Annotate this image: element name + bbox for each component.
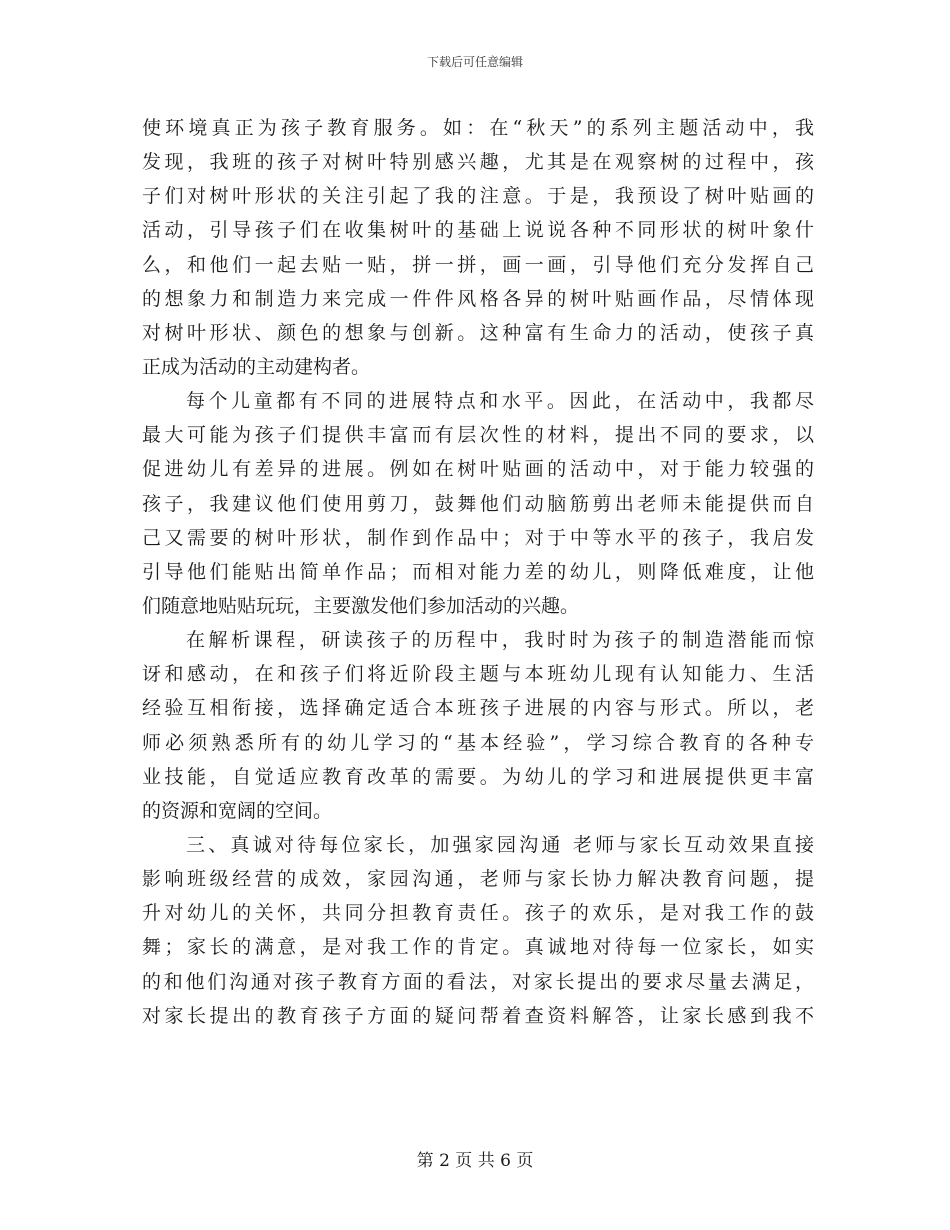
text-line: 经验互相衔接，选择确定适合本班孩子进展的内容与形式。所以，老 xyxy=(142,697,814,720)
page-number-footer: 第 2 页 共 6 页 xyxy=(416,1151,534,1171)
document-body xyxy=(142,111,814,1033)
text-line: 们随意地贴贴玩玩，主要激发他们参加活动的兴趣。 xyxy=(142,594,580,617)
text-line: 使环境真正为孩子教育服务。如：在“秋天”的系列主题活动中，我 xyxy=(142,117,814,139)
paragraph xyxy=(142,111,814,384)
paragraph xyxy=(142,828,814,1033)
text-line: 发现，我班的孩子对树叶特别感兴趣，尤其是在观察树的过程中，孩 xyxy=(142,151,814,174)
text-line: 孩子，我建议他们使用剪刀，鼓舞他们动脑筋剪出老师未能提供而自 xyxy=(142,492,814,515)
text-line: 的想象力和制造力来完成一件件风格各异的树叶贴画作品，尽情体现 xyxy=(142,287,814,310)
text-line: 对家长提出的教育孩子方面的疑问帮着查资料解答，让家长感到我不 xyxy=(142,1004,814,1027)
text-line: 每个儿童都有不同的进展特点和水平。因此，在活动中，我都尽 xyxy=(186,390,814,413)
text-line: 的和他们沟通对孩子教育方面的看法，对家长提出的要求尽量去满足， xyxy=(142,970,814,993)
text-line: 讶和感动，在和孩子们将近阶段主题与本班幼儿现有认知能力、生活 xyxy=(142,663,814,686)
page-header: 下载后可任意编辑 xyxy=(426,55,523,69)
text-line: 升对幼儿的关怀，共同分担教育责任。孩子的欢乐，是对我工作的鼓 xyxy=(142,902,814,925)
text-line: 子们对树叶形状的关注引起了我的注意。于是，我预设了树叶贴画的 xyxy=(142,185,814,208)
text-line: 业技能，自觉适应教育改革的需要。为幼儿的学习和进展提供更丰富 xyxy=(142,765,814,788)
text-line: 在解析课程，研读孩子的历程中，我时时为孩子的制造潜能而惊 xyxy=(186,629,814,652)
text-line: 的资源和宽阔的空间。 xyxy=(142,799,333,822)
text-line: 最大可能为孩子们提供丰富而有层次性的材料，提出不同的要求，以 xyxy=(142,424,814,447)
paragraph xyxy=(142,384,814,623)
paragraph xyxy=(142,623,814,828)
text-line: 己又需要的树叶形状，制作到作品中；对于中等水平的孩子，我启发 xyxy=(142,526,814,549)
text-line: 三、真诚对待每位家长，加强家园沟通 老师与家长互动效果直接 xyxy=(186,833,814,856)
text-line: 舞；家长的满意，是对我工作的肯定。真诚地对待每一位家长，如实 xyxy=(142,936,814,959)
text-line: 么，和他们一起去贴一贴，拼一拼，画一画，引导他们充分发挥自己 xyxy=(142,253,814,276)
text-line: 正成为活动的主动建构者。 xyxy=(142,355,371,378)
text-line: 促进幼儿有差异的进展。例如在树叶贴画的活动中，对于能力较强的 xyxy=(142,458,814,481)
text-line: 对树叶形状、颜色的想象与创新。这种富有生命力的活动，使孩子真 xyxy=(142,321,814,344)
text-line: 师必须熟悉所有的幼儿学习的“基本经验”，学习综合教育的各种专 xyxy=(142,731,814,754)
text-line: 影响班级经营的成效，家园沟通，老师与家长协力解决教育问题，提 xyxy=(142,868,814,891)
text-line: 活动，引导孩子们在收集树叶的基础上说说各种不同形状的树叶象什 xyxy=(142,219,814,242)
text-line: 引导他们能贴出简单作品；而相对能力差的幼儿，则降低难度，让他 xyxy=(142,560,814,583)
